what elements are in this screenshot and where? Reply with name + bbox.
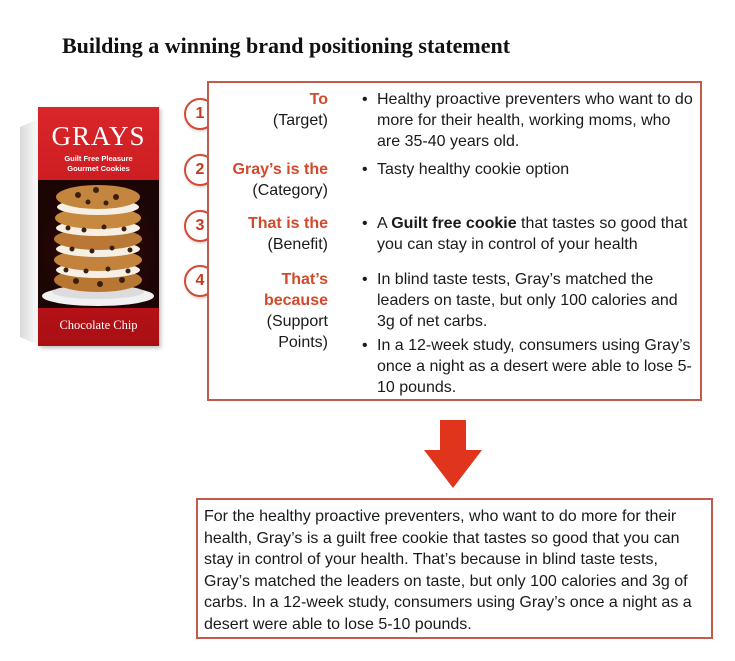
box-front (38, 107, 159, 346)
step-number-3: 3 (184, 210, 216, 242)
box-tagline: Guilt Free Pleasure Gourmet Cookies (64, 154, 133, 173)
brand-logo: GRAYS (51, 121, 146, 151)
category-bullet: • Tasty healthy cookie option (362, 161, 570, 178)
positioning-statement-text: For the healthy proactive preventers, who want to do more for their health, Gray’s is a guilt free cookie that tastes so good that you can stay in control of your health. That’s because in blind taste tests, Gray’s matched the leaders on taste, but only 100 calories and 3g of carbs. In a 12-week study, consumers using Gray’s once a night as a desert were able to lose 5-10 pounds. (204, 508, 692, 633)
page-title: Building a winning brand positioning statement (62, 33, 511, 58)
benefit-bullet: • A Guilt free cookie that tastes so good that you can stay in control of your health (362, 215, 688, 253)
row-label-benefit: That is the (Benefit) (247, 215, 328, 253)
row-label-support-points: That’s because (Support Points) (263, 271, 328, 351)
positioning-framework-box (207, 81, 702, 401)
bullet-icon: • (362, 215, 368, 232)
positioning-statement-box (196, 498, 713, 639)
target-bullet: • Healthy proactive preventers who want to do more for their health, working moms, who are 35-40 years old. (362, 91, 693, 150)
bullet-icon: • (362, 91, 368, 108)
bullet-icon: • (362, 161, 368, 178)
step-number-4: 4 (184, 265, 216, 297)
down-arrow-icon (424, 420, 482, 493)
bullet-icon: • (362, 271, 368, 288)
row-label-target: To (Target) (272, 91, 328, 129)
benefit-emphasis: Guilt free cookie (391, 215, 517, 232)
bullet-icon: • (362, 337, 368, 354)
step-number-1: 1 (184, 98, 216, 130)
box-side (20, 118, 40, 346)
box-flavor-label: Chocolate Chip (59, 318, 138, 332)
row-label-category: Gray’s is the (Category) (232, 161, 328, 199)
step-number-2: 2 (184, 154, 216, 186)
cookie-stack-photo (38, 180, 159, 308)
support-bullet-1: • In blind taste tests, Gray’s matched the leaders on taste, but only 100 calories and 3g of net carbs. (362, 271, 678, 330)
support-bullet-2: • In a 12-week study, consumers using Gray’s once a night as a desert were able to lose 5-10 pounds. (362, 337, 692, 396)
